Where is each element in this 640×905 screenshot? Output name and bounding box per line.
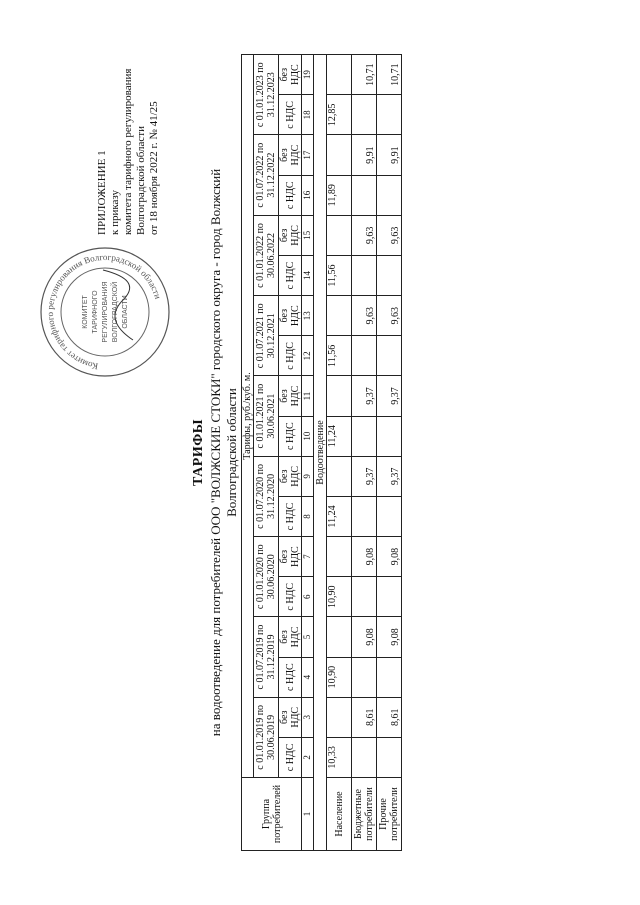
tariff-cell (352, 737, 377, 777)
title-line-1: на водоотведение для потребителей ООО "ВОЛЖСКИЕ СТОКИ" городского округа - город Волжский (208, 168, 223, 737)
tariff-cell: 10,71 (377, 55, 402, 95)
tariff-cell: 10,71 (352, 55, 377, 95)
tariff-cell (327, 376, 352, 416)
header-period-5: с 01.01.2021 по 30.06.2021 (254, 376, 279, 456)
header-tariffs: Тарифы, руб./куб. м. (242, 55, 254, 778)
tariff-cell (352, 175, 377, 215)
appendix-line-4: Волгоградской области (135, 126, 147, 235)
tariff-cell: 8,61 (377, 697, 402, 737)
tariff-cell: 9,08 (352, 617, 377, 657)
seal-center-4: ВОЛГОГРАДСКОЙ (112, 281, 119, 343)
tariff-cell (377, 416, 402, 456)
tariff-cell: 11,56 (327, 336, 352, 376)
header-group: Группа потребителей (242, 778, 302, 851)
header-without-vat: без НДС (279, 617, 302, 657)
column-number: 16 (302, 175, 314, 215)
seal-center-2: ТАРИФНОГО (92, 290, 99, 334)
tariff-cell: 9,91 (352, 135, 377, 175)
table-row (352, 55, 377, 851)
header-period-4: с 01.07.2020 по 31.12.2020 (254, 456, 279, 536)
tariff-cell (327, 697, 352, 737)
tariff-cell (377, 737, 402, 777)
tariff-cell: 9,08 (377, 617, 402, 657)
tariff-cell (327, 537, 352, 577)
header-without-vat: без НДС (279, 296, 302, 336)
document-title (190, 0, 240, 905)
appendix-line-3: комитета тарифного регулирования (122, 68, 134, 235)
tariff-cell (377, 577, 402, 617)
column-number: 15 (302, 215, 314, 255)
header-with-vat: с НДС (279, 95, 302, 135)
header-without-vat: без НДС (279, 537, 302, 577)
header-period-1: с 01.01.2019 по 30.06.2019 (254, 697, 279, 777)
tariff-cell: 9,37 (352, 456, 377, 496)
header-with-vat: с НДС (279, 416, 302, 456)
header-with-vat: с НДС (279, 737, 302, 777)
tariff-cell (377, 657, 402, 697)
column-number: 12 (302, 336, 314, 376)
header-without-vat: без НДС (279, 135, 302, 175)
column-number: 13 (302, 296, 314, 336)
tariff-cell: 9,63 (377, 296, 402, 336)
row-name: Население (327, 778, 352, 851)
tariff-cell (352, 496, 377, 536)
column-number: 10 (302, 416, 314, 456)
column-number: 8 (302, 496, 314, 536)
column-number: 18 (302, 95, 314, 135)
tariff-table (241, 54, 402, 851)
header-without-vat: без НДС (279, 55, 302, 95)
tariff-cell: 8,61 (352, 697, 377, 737)
tariff-cell (327, 55, 352, 95)
tariff-cell: 9,08 (352, 537, 377, 577)
column-number: 11 (302, 376, 314, 416)
tariff-cell (377, 95, 402, 135)
column-number: 3 (302, 697, 314, 737)
tariff-cell: 9,63 (352, 296, 377, 336)
header-with-vat: с НДС (279, 336, 302, 376)
seal-center-3: РЕГУЛИРОВАНИЯ (102, 281, 109, 343)
title-main: ТАРИФЫ (191, 419, 206, 486)
tariff-cell: 9,37 (377, 376, 402, 416)
column-number: 4 (302, 657, 314, 697)
table-row (377, 55, 402, 851)
official-seal-icon (37, 244, 173, 380)
header-with-vat: с НДС (279, 255, 302, 295)
header-period-9: с 01.01.2023 по 31.12.2023 (254, 55, 279, 136)
tariff-cell: 9,91 (377, 135, 402, 175)
header-with-vat: с НДС (279, 657, 302, 697)
header-period-2: с 01.07.2019 по 31.12.2019 (254, 617, 279, 697)
column-number: 17 (302, 135, 314, 175)
appendix-line-2: к приказу (109, 189, 121, 235)
tariff-cell: 9,37 (377, 456, 402, 496)
header-without-vat: без НДС (279, 376, 302, 416)
seal-ring-text: Комитет тарифного регулирования Волгоградской области (44, 251, 164, 372)
tariff-cell (327, 296, 352, 336)
tariff-cell: 10,90 (327, 577, 352, 617)
row-name: Бюджетные потребители (352, 778, 377, 851)
header-without-vat: без НДС (279, 456, 302, 496)
header-period-3: с 01.01.2020 по 30.06.2020 (254, 537, 279, 617)
header-with-vat: с НДС (279, 577, 302, 617)
column-number: 7 (302, 537, 314, 577)
tariff-cell (327, 617, 352, 657)
tariff-cell (352, 336, 377, 376)
tariff-cell: 9,08 (377, 537, 402, 577)
row-name: Прочие потребители (377, 778, 402, 851)
header-period-7: с 01.01.2022 по 30.06.2022 (254, 215, 279, 295)
tariff-cell (377, 255, 402, 295)
tariff-cell (352, 255, 377, 295)
column-number: 14 (302, 255, 314, 295)
appendix-line-1: ПРИЛОЖЕНИЕ 1 (96, 150, 108, 235)
column-number: 2 (302, 737, 314, 777)
tariff-cell (352, 95, 377, 135)
tariff-cell: 12,85 (327, 95, 352, 135)
tariff-cell (352, 577, 377, 617)
header-without-vat: без НДС (279, 697, 302, 737)
appendix-line-5: от 18 ноября 2022 г. № 41/25 (148, 101, 160, 235)
tariff-cell (327, 135, 352, 175)
tariff-cell (352, 416, 377, 456)
header-with-vat: с НДС (279, 175, 302, 215)
tariff-cell: 9,37 (352, 376, 377, 416)
tariff-cell: 11,24 (327, 416, 352, 456)
tariff-cell: 9,63 (377, 215, 402, 255)
header-period-8: с 01.07.2022 по 31.12.2022 (254, 135, 279, 215)
seal-center-5: ОБЛАСТИ (122, 295, 129, 329)
column-number: 9 (302, 456, 314, 496)
tariff-cell: 11,56 (327, 255, 352, 295)
tariff-cell (352, 657, 377, 697)
seal-center-1: КОМИТЕТ (82, 295, 89, 329)
tariff-cell: 10,90 (327, 657, 352, 697)
header-period-6: с 01.07.2021 по 30.12.2021 (254, 296, 279, 376)
tariff-cell: 10,33 (327, 737, 352, 777)
tariff-cell: 11,24 (327, 496, 352, 536)
tariff-cell (377, 336, 402, 376)
column-number: 1 (302, 778, 314, 851)
column-number: 19 (302, 55, 314, 95)
title-line-2: Волгоградской области (224, 388, 239, 517)
table-row (327, 55, 352, 851)
tariff-cell (327, 215, 352, 255)
tariff-cell (327, 456, 352, 496)
header-with-vat: с НДС (279, 496, 302, 536)
column-number: 6 (302, 577, 314, 617)
header-without-vat: без НДС (279, 215, 302, 255)
tariff-cell: 11,89 (327, 175, 352, 215)
tariff-cell (377, 175, 402, 215)
column-number: 5 (302, 617, 314, 657)
tariff-cell (377, 496, 402, 536)
tariff-cell: 9,63 (352, 215, 377, 255)
section-title: Водоотведение (314, 55, 327, 851)
